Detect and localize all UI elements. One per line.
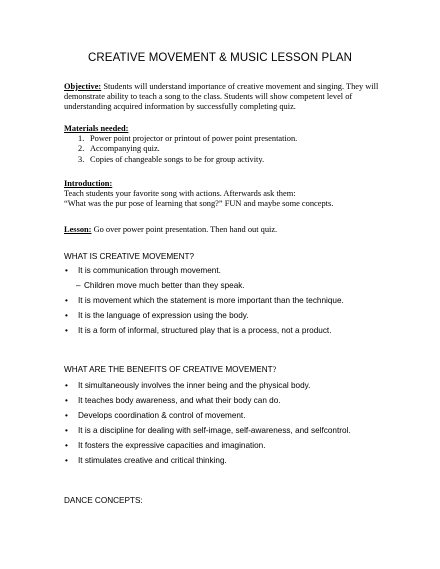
list-item bbox=[64, 134, 380, 144]
introduction-section bbox=[64, 179, 380, 210]
benefits-heading bbox=[64, 364, 380, 375]
objective-text: Students will understand importance of creative movement and singing. They will demonstrate ability to teach a song to the class. Students will show competent level of understanding acquired information by successfully completing quiz. bbox=[64, 82, 379, 112]
list-item-text: Develops coordination & control of movement. bbox=[78, 411, 246, 420]
list-item bbox=[64, 310, 380, 321]
document-title: CREATIVE MOVEMENT & MUSIC LESSON PLAN bbox=[88, 52, 352, 64]
introduction-line-2: “What was the pur pose of learning that song?” FUN and maybe some concepts. bbox=[64, 199, 334, 209]
objective-section bbox=[64, 82, 380, 113]
benefits-heading-text: WHAT ARE THE BENEFITS OF CREATIVE MOVEMENT bbox=[64, 365, 273, 374]
bullet-marker: • bbox=[65, 396, 68, 405]
lesson-section bbox=[64, 225, 380, 235]
bullet-marker: • bbox=[65, 441, 68, 450]
materials-list bbox=[64, 134, 380, 165]
creative-movement-heading: WHAT IS CREATIVE MOVEMENT? bbox=[64, 252, 195, 261]
benefits-heading-mark: ? bbox=[272, 365, 277, 374]
list-item bbox=[64, 410, 380, 421]
introduction-line-1: Teach students your favorite song with actions. Afterwards ask them: bbox=[64, 189, 296, 199]
dance-concepts-heading: DANCE CONCEPTS: bbox=[64, 496, 143, 505]
bullet-marker: • bbox=[65, 311, 68, 320]
list-item bbox=[64, 440, 380, 451]
benefits-list bbox=[64, 380, 380, 466]
creative-movement-list bbox=[64, 265, 380, 336]
bullet-marker: • bbox=[65, 381, 68, 390]
list-item-text: It is a form of informal, structured play that is a process, not a product. bbox=[78, 326, 332, 335]
list-number: 1. bbox=[78, 134, 85, 144]
list-item-text: Children move much better than they speak. bbox=[84, 281, 245, 290]
list-item-text: It is the language of expression using the body. bbox=[78, 311, 249, 320]
dash-marker: – bbox=[76, 281, 81, 290]
list-item-text: It is a discipline for dealing with self-image, self-awareness, and selfcontrol. bbox=[78, 426, 351, 435]
bullet-marker: • bbox=[65, 296, 68, 305]
list-item bbox=[64, 395, 380, 406]
list-item bbox=[64, 425, 380, 436]
list-item bbox=[64, 280, 380, 291]
list-item-text: It is communication through movement. bbox=[78, 266, 221, 275]
creative-movement-section bbox=[64, 265, 380, 336]
list-item-text: It stimulates creative and critical thinking. bbox=[78, 456, 227, 465]
list-item-text: Power point projector or printout of power point presentation. bbox=[90, 134, 298, 144]
bullet-marker: • bbox=[65, 426, 68, 435]
list-item-text: It simultaneously involves the inner being and the physical body. bbox=[78, 381, 311, 390]
list-item bbox=[64, 144, 380, 154]
objective-label: Objective: bbox=[64, 82, 102, 91]
lesson-text: Go over power point presentation. Then hand out quiz. bbox=[91, 225, 278, 234]
list-item bbox=[64, 265, 380, 276]
list-item-text: Accompanying quiz. bbox=[90, 144, 160, 154]
introduction-label: Introduction: bbox=[64, 179, 113, 188]
list-item-text: It is movement which the statement is more important than the technique. bbox=[78, 296, 344, 305]
list-number: 3. bbox=[78, 154, 85, 164]
materials-section bbox=[64, 124, 380, 165]
bullet-marker: • bbox=[65, 411, 68, 420]
bullet-marker: • bbox=[65, 456, 68, 465]
list-item bbox=[64, 325, 380, 336]
list-item bbox=[64, 295, 380, 306]
list-number: 2. bbox=[78, 144, 85, 154]
list-item bbox=[64, 455, 380, 466]
list-item-text: It teaches body awareness, and what their body can do. bbox=[78, 396, 281, 405]
list-item bbox=[64, 380, 380, 391]
list-item-text: Copies of changeable songs to be for group activity. bbox=[90, 154, 265, 164]
benefits-section bbox=[64, 380, 380, 466]
materials-label: Materials needed: bbox=[64, 124, 129, 133]
list-item bbox=[64, 155, 380, 165]
list-item-text: It fosters the expressive capacities and imagination. bbox=[78, 441, 266, 450]
bullet-marker: • bbox=[65, 326, 68, 335]
bullet-marker: • bbox=[65, 266, 68, 275]
lesson-label: Lesson: bbox=[64, 225, 92, 234]
